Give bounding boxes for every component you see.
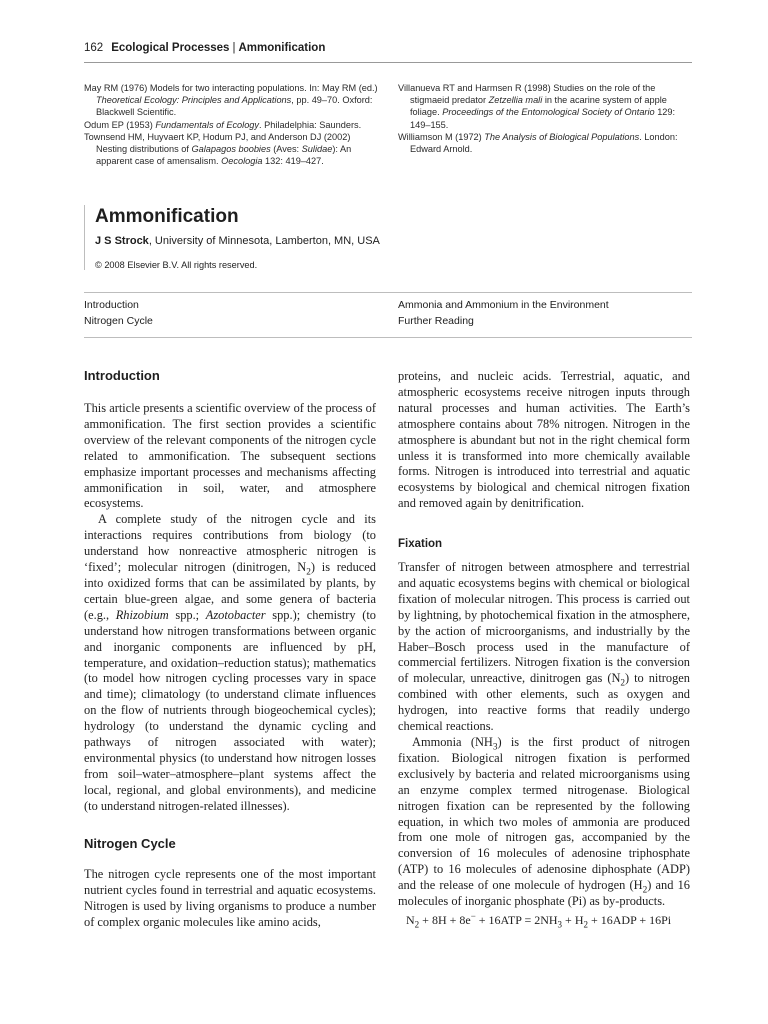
contents-item-ammonia-ammonium[interactable]: Ammonia and Ammonium in the Environment bbox=[398, 299, 609, 311]
body-column-left-intro bbox=[84, 401, 376, 815]
subsection-heading-fixation: Fixation bbox=[398, 538, 443, 550]
article-title: Ammonification bbox=[95, 206, 239, 227]
author-affiliation: , University of Minnesota, Lamberton, MN, USA bbox=[148, 235, 380, 247]
contents-item-nitrogen-cycle[interactable]: Nitrogen Cycle bbox=[84, 315, 153, 327]
paragraph: proteins, and nucleic acids. Terrestrial, aquatic, and atmospheric ecosystems receive nitrogen inputs through natural processes and human activities. The Earth’s atmosphere contains about 78% nitrogen. Nitrogen in the atmosphere is abundant but not in the right chemical form unless it is transformed into more chemically available forms. Nitrogen is introduced into terrestrial and aquatic ecosystems by biological and chemical nitrogen fixation and removed again by denitrification. bbox=[398, 369, 690, 511]
contents-item-introduction[interactable]: Introduction bbox=[84, 299, 139, 311]
paragraph: The nitrogen cycle represents one of the most important nutrient cycles found in terrestrial and aquatic ecosystems. Nitrogen is used by living organisms to produce a number of complex organic molecules like amino acids, bbox=[84, 867, 376, 929]
paragraph: Transfer of nitrogen between atmosphere and terrestrial and aquatic ecosystems begins with chemical or biological fixation of molecular nitrogen. This process is carried out by lightning, by photochemical fixation in the atmosphere, by the action of microorganisms, and industrially by the Haber–Bosch process used in the manufacture of commercial fertilizers. Nitrogen fixation is the conversion of molecular, unreactive, dinitrogen gas $(N_2)$ to nitrogen combined with other elements, such as oxygen and hydrogen, into reactive forms that readily undergo chemical reactions. bbox=[398, 560, 690, 734]
body-column-left-nitrogen bbox=[84, 867, 376, 931]
article-header-bar bbox=[84, 205, 85, 270]
author-line bbox=[95, 235, 380, 247]
running-head bbox=[84, 42, 692, 54]
author-name: J S Strock bbox=[95, 235, 149, 247]
section-heading-introduction: Introduction bbox=[84, 368, 160, 383]
contents-item-further-reading[interactable]: Further Reading bbox=[398, 315, 474, 327]
reference-item: Townsend HM, Huyvaert KP, Hodum PJ, and Anderson DJ (2002) Nesting distributions of Galapagos boobies (Aves: Sulidae): An apparent case of amensalism. Oecologia 132: 419–427. bbox=[84, 131, 352, 167]
reference-list-left bbox=[84, 82, 384, 167]
running-head-rule bbox=[84, 62, 692, 63]
running-head-topic: Ammonification bbox=[238, 42, 326, 54]
paragraph: This article presents a scientific overview of the process of ammonification. The first section provides a scientific overview of the relevant components of the nitrogen cycle related to ammonification. The subsequent sections emphasize important processes and mechanisms affecting ammonification in soil, water, and atmosphere ecosystems. bbox=[84, 401, 376, 511]
paragraph: A complete study of the nitrogen cycle and its interactions requires contributions from biology (to understand how nonreactive atmospheric nitrogen is ‘fixed’; molecular nitrogen (dinitrogen, $N_2$) is reduced into oxidized forms that can be assimilated by plants, by certain blue-green algae, and some genera of bacteria (e.g., Rhizobium spp.; Azotobacter spp.); chemistry (to understand how nitrogen transformations between organic and inorganic components are influenced by pH, temperature, and oxidation–reduction status); mathematics (to model how nitrogen cycling processes vary in space and time); climatology (to understand climate influences on the flow of nutrients through biogeochemical cycles); hydrology (to understand the dynamic cycling and pathways of nitrogen associated with water); environmental physics (to understand how nitrogen losses from soil–water–atmosphere–plant systems affect the local, regional, and global environments), and medicine (to understand nitrogen-related illnesses). bbox=[84, 512, 376, 813]
section-heading-nitrogen-cycle: Nitrogen Cycle bbox=[84, 836, 176, 851]
copyright-notice: © 2008 Elsevier B.V. All rights reserved. bbox=[95, 260, 258, 270]
reference-item: May RM (1976) Models for two interacting populations. In: May RM (ed.) Theoretical Ecology: Principles and Applications, pp. 49–70. Oxford: Blackwell Scientific. bbox=[84, 83, 378, 118]
reference-item: Odum EP (1953) Fundamentals of Ecology. Philadelphia: Saunders. bbox=[84, 119, 362, 130]
body-column-right-top bbox=[398, 369, 690, 512]
paragraph: Ammonia $(NH_3)$ is the first product of nitrogen fixation. Biological nitrogen fixation is performed exclusively by bacteria and related microorganisms using an enzyme complex termed nitrogenase. Biological nitrogen fixation can be represented by the following equation, in which two moles of ammonia are produced from one mole of nitrogen gas, accompanied by the conversion of 16 molecules of adenosine triphosphate (ATP) to 16 molecules of adenosine diphosphate (ADP) and the release of one molecule of hydrogen $(H_2)$ and 16 molecules of inorganic phosphate (Pi) as by-products. bbox=[398, 734, 690, 909]
contents-bottom-rule bbox=[84, 337, 692, 338]
contents-top-rule bbox=[84, 292, 692, 293]
reference-item: Villanueva RT and Harmsen R (1998) Studies on the role of the stigmaeid predator Zetzellia mali in the acarine system of apple foliage. Proceedings of the Entomological Society of Ontario 129: 149–155. bbox=[398, 83, 676, 130]
section-name: Ecological Processes bbox=[111, 42, 230, 54]
page-number: 162 bbox=[84, 42, 104, 54]
nitrogen-fixation-equation: $N_2 + 8H + 8e^- + 16ATP = 2NH_3 + H_2 + 16ADP + 16Pi$ bbox=[406, 911, 672, 930]
running-head-separator: | bbox=[232, 42, 236, 54]
reference-list-right bbox=[398, 82, 692, 155]
body-column-right-fixation bbox=[398, 560, 690, 910]
reference-item: Williamson M (1972) The Analysis of Biological Populations. London: Edward Arnold. bbox=[398, 131, 678, 155]
